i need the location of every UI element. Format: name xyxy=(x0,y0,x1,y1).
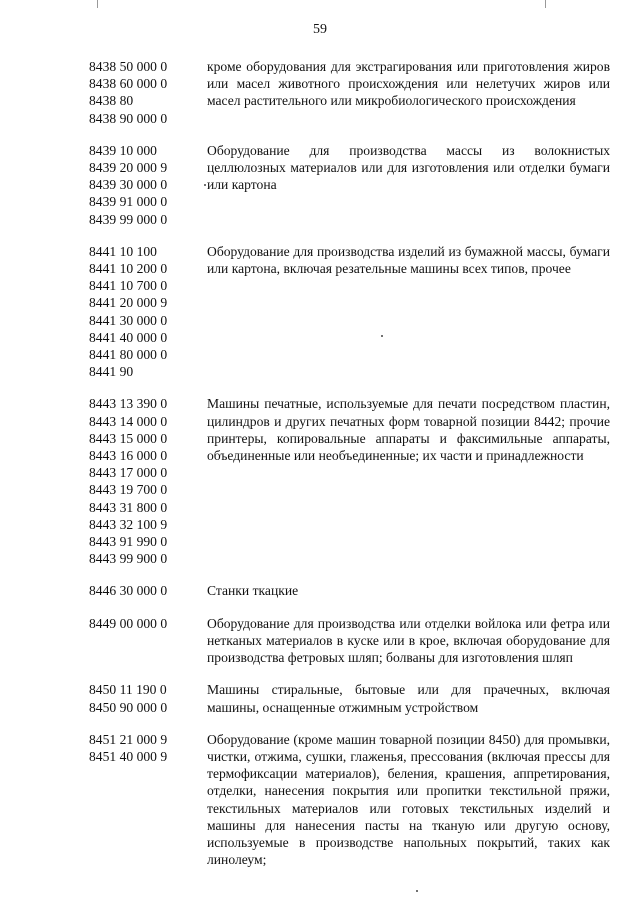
scan-speck xyxy=(416,890,418,892)
item-description: Машины печатные, используемые для печати посредством пластин, цилиндров и других печатных форм товарной позиции 8442; прочие принтеры, копировальные аппараты и факсимильные аппараты, объединенные или необъединенные; их части и принадлежности xyxy=(207,396,610,464)
item-description: кроме оборудования для экстрагирования или приготовления жиров или масел животного происхождения или нелетучих жиров или масел растительного или микробиологического происхождения xyxy=(207,59,610,109)
tariff-code: 8441 10 200 0 xyxy=(89,261,168,277)
item-description: Оборудование для производства массы из волокнистых целлюлозных материалов или для изготовления или отделки бумаги или картона xyxy=(207,142,610,193)
tariff-code: 8441 80 000 0 xyxy=(89,347,168,363)
tariff-code: 8451 40 000 9 xyxy=(89,748,168,764)
scan-speck xyxy=(204,184,206,186)
list-item xyxy=(89,582,610,599)
scan-mark-right xyxy=(545,0,546,8)
tariff-code: 8441 90 xyxy=(89,364,134,380)
tariff-code: 8441 10 100 xyxy=(89,243,157,259)
tariff-code: 8451 21 000 9 xyxy=(89,731,168,747)
code-column xyxy=(89,243,207,381)
item-description: Машины стиральные, бытовые или для прачечных, включая машины, оснащенные отжимным устройством xyxy=(207,682,610,715)
tariff-code: 8443 91 990 0 xyxy=(89,534,168,550)
tariff-code: 8443 14 000 0 xyxy=(89,413,168,429)
item-description: Станки ткацкие xyxy=(207,583,299,599)
tariff-code: 8443 31 800 0 xyxy=(89,499,168,515)
code-column xyxy=(89,142,207,228)
tariff-code: 8441 20 000 9 xyxy=(89,295,168,311)
tariff-code: 8441 10 700 0 xyxy=(89,278,168,294)
code-column xyxy=(89,582,207,599)
tariff-code: 8443 17 000 0 xyxy=(89,465,168,481)
tariff-code: 8439 10 000 xyxy=(89,142,157,158)
tariff-code: 8438 50 000 0 xyxy=(89,59,168,74)
code-column xyxy=(89,58,207,127)
tariff-code: 8450 11 190 0 xyxy=(89,682,167,698)
tariff-code: 8438 90 000 0 xyxy=(89,110,168,126)
code-column xyxy=(89,395,207,567)
tariff-code-list xyxy=(89,58,610,883)
scan-speck xyxy=(381,335,383,337)
page-number: 59 xyxy=(313,22,327,37)
list-item xyxy=(89,681,610,715)
list-item xyxy=(89,58,610,127)
tariff-code: 8443 99 900 0 xyxy=(89,551,168,567)
code-column xyxy=(89,731,207,765)
tariff-code: 8443 13 390 0 xyxy=(89,396,168,412)
list-item xyxy=(89,395,610,567)
item-description: Оборудование (кроме машин товарной позиции 8450) для промывки, чистки, отжима, сушки, глаженья, прессования (включая прессы для термофиксации материалов), беления, крашения, аппретирования, отделки, нанесения покрытия или пропитки текстильной пряжи, текстильных материалов или готовых текстильных изделий и машины для нанесения пасты на тканую или другую основу, используемые в производстве напольных покрытий, таких как линолеум; xyxy=(207,731,610,868)
list-item xyxy=(89,615,610,667)
list-item xyxy=(89,142,610,228)
code-column xyxy=(89,681,207,715)
tariff-code: 8439 99 000 0 xyxy=(89,211,168,227)
scan-mark-left xyxy=(97,0,98,8)
tariff-code: 8439 20 000 9 xyxy=(89,160,168,176)
item-description: Оборудование для производства изделий из бумажной массы, бумаги или картона, включая резательные машины всех типов, прочее xyxy=(207,243,610,277)
list-item xyxy=(89,243,610,381)
tariff-code: 8446 30 000 0 xyxy=(89,583,168,599)
tariff-code: 8443 15 000 0 xyxy=(89,430,168,446)
tariff-code: 8441 30 000 0 xyxy=(89,312,168,328)
item-description: Оборудование для производства или отделки войлока или фетра или нетканых материалов в куске или в крое, включая оборудование для производства фетровых шляп; болваны для изготовления шляп xyxy=(207,615,610,666)
tariff-code: 8443 32 100 9 xyxy=(89,516,168,532)
tariff-code: 8443 16 000 0 xyxy=(89,448,168,464)
tariff-code: 8439 91 000 0 xyxy=(89,194,168,210)
tariff-code: 8439 30 000 0 xyxy=(89,177,168,193)
tariff-code: 8443 19 700 0 xyxy=(89,482,168,498)
tariff-code: 8441 40 000 0 xyxy=(89,329,168,345)
code-column xyxy=(89,615,207,632)
tariff-code: 8438 80 xyxy=(89,93,134,109)
list-item xyxy=(89,731,610,869)
tariff-code: 8450 90 000 0 xyxy=(89,699,168,715)
tariff-code: 8438 60 000 0 xyxy=(89,76,168,92)
tariff-code: 8449 00 000 0 xyxy=(89,615,168,631)
